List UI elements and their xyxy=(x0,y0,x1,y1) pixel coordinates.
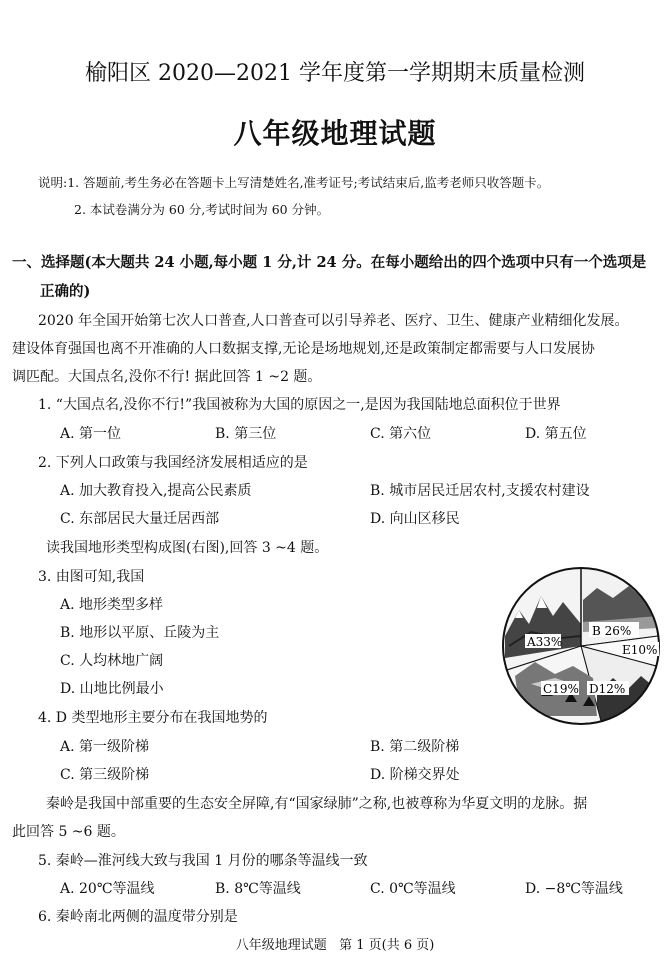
question-1-option-b: B. 第三位 xyxy=(215,426,277,442)
question-1-stem: 1. “大国点名,没你不行!”我国被称为大国的原因之一,是因为我国陆地总面积位于世界 xyxy=(38,397,561,413)
question-5-option-c: C. 0℃等温线 xyxy=(370,881,456,897)
question-4-option-b: B. 第二级阶梯 xyxy=(370,739,460,755)
question-2-option-b: B. 城市居民迁居农村,支援农村建设 xyxy=(370,483,590,499)
question-1-option-d: D. 第五位 xyxy=(525,426,587,442)
question-3-option-b: B. 地形以平原、丘陵为主 xyxy=(60,625,220,641)
question-5-option-b: B. 8℃等温线 xyxy=(215,881,301,897)
question-2-stem: 2. 下列人口政策与我国经济发展相适应的是 xyxy=(38,455,308,471)
question-5-stem: 5. 秦岭—淮河线大致与我国 1 月份的哪条等温线一致 xyxy=(38,853,368,869)
passage-2-line-1: 秦岭是我国中部重要的生态安全屏障,有“国家绿肺”之称,也被尊称为华夏文明的龙脉。据 xyxy=(46,796,588,812)
instruction-note-1: 说明:1. 答题前,考生务必在答题卡上写清楚姓名,准考证号;考试结束后,监考老师只收答题卡。 xyxy=(38,175,550,190)
question-5-option-d: D. −8℃等温线 xyxy=(525,881,623,897)
passage-1-line-2: 建设体育强国也离不开准确的人口数据支撑,无论是场地规划,还是政策制定都需要与人口发展协 xyxy=(12,341,595,357)
question-6-stem: 6. 秦岭南北两侧的温度带分别是 xyxy=(38,909,238,925)
question-3-option-a: A. 地形类型多样 xyxy=(60,597,164,613)
question-1-option-c: C. 第六位 xyxy=(370,426,432,442)
question-2-option-a: A. 加大教育投入,提高公民素质 xyxy=(60,483,252,499)
page-footer: 八年级地理试题 第 1 页(共 6 页) xyxy=(235,938,435,953)
question-3-stem: 3. 由图可知,我国 xyxy=(38,569,145,585)
label-b: B 26% xyxy=(592,624,632,638)
question-4-option-c: C. 第三级阶梯 xyxy=(60,767,150,783)
question-4-option-a: A. 第一级阶梯 xyxy=(60,739,150,755)
section-heading: 一、选择题(本大题共 24 小题,每小题 1 分,计 24 分。在每小题给出的四个选项中只有一个选项是 xyxy=(12,254,647,271)
passage-1-line-1: 2020 年全国开始第七次人口普查,人口普查可以引导养老、医疗、卫生、健康产业精细化发展。 xyxy=(38,313,629,329)
passage-2-intro: 读我国地形类型构成图(右图),回答 3 ~4 题。 xyxy=(46,540,329,556)
question-4-option-d: D. 阶梯交界处 xyxy=(370,767,460,783)
label-a: A33% xyxy=(527,635,563,649)
terrain-composition-figure xyxy=(501,566,661,726)
instruction-note-2: 2. 本试卷满分为 60 分,考试时间为 60 分钟。 xyxy=(74,202,330,217)
page-title: 榆阳区 2020—2021 学年度第一学期期末质量检测 xyxy=(85,61,585,86)
question-2-option-c: C. 东部居民大量迁居西部 xyxy=(60,511,220,527)
question-3-option-d: D. 山地比例最小 xyxy=(60,681,164,697)
question-3-option-c: C. 人均林地广阔 xyxy=(60,653,164,669)
label-c: C19% xyxy=(543,682,579,696)
question-4-stem: 4. D 类型地形主要分布在我国地势的 xyxy=(38,710,268,726)
question-2-option-d: D. 向山区移民 xyxy=(370,511,460,527)
passage-1-line-3: 调匹配。大国点名,没你不行! 据此回答 1 ~2 题。 xyxy=(12,369,322,385)
exam-subject-title: 八年级地理试题 xyxy=(233,117,437,150)
section-heading-cont: 正确的) xyxy=(40,283,91,300)
question-1-option-a: A. 第一位 xyxy=(60,426,122,442)
question-5-option-a: A. 20℃等温线 xyxy=(60,881,155,897)
passage-2-line-2: 此回答 5 ~6 题。 xyxy=(12,824,125,840)
label-d: D12% xyxy=(589,682,626,696)
label-e: E10% xyxy=(622,643,658,657)
